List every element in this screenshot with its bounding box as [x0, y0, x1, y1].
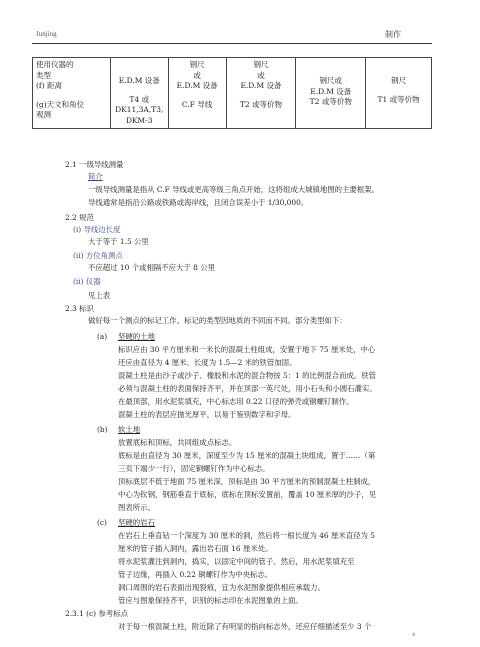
text-line: (c)	[97, 518, 107, 527]
table-cell-line: E.D.M 设备	[176, 81, 218, 90]
text-line: 管子边缘，再插入 0.22 铜螺钉作为中央标志。	[118, 570, 273, 579]
text-line: 还应由直径为 4 厘米、长度为 1.5—2 米的铁管加固。	[118, 358, 297, 367]
table-cell-line	[297, 68, 364, 76]
page-number: 4	[412, 632, 416, 638]
text-line: 2.3.1 (c) 参考标点	[65, 609, 128, 618]
text-line: 将水泥浆灌注到洞内，捣实，以固定中间的管子。然后，用水泥浆填充至	[118, 557, 355, 566]
header-left-text: Junjing	[36, 30, 57, 38]
text-line: 必须与混凝土柱的表面保持齐平，并在顶部一英尺处，用小石头和小圆石灌实。	[118, 384, 377, 393]
text-line: 管应与图象保持齐平，识别的标志印在水泥图象的上面。	[118, 596, 303, 605]
table-cell-line	[36, 92, 109, 100]
text-line: 标识应由 30 平方厘米和一米长的混凝土柱组成，安置于地下 75 厘米处，中心	[118, 345, 376, 354]
table-row	[33, 58, 432, 129]
text-line: 放置底标和顶标，共同组成点标志。	[118, 438, 237, 447]
table-cell	[296, 58, 366, 129]
table-cell-line: 使用仪器的	[36, 60, 74, 69]
table-cell	[366, 58, 432, 129]
text-line: 厘米的管子插入洞内，露出岩石面 16 厘米处。	[118, 544, 273, 553]
text-line: 2.2 规范	[65, 213, 94, 222]
table-cell-line	[367, 68, 430, 76]
table-cell-line	[367, 60, 430, 68]
text-line: 2.3 标识	[65, 304, 94, 313]
text-line: 图表所示。	[118, 503, 155, 512]
table-cell-line: 钢尺	[391, 76, 407, 85]
table-cell	[33, 58, 111, 129]
table-cell-line: 或	[193, 70, 201, 80]
text-line: 混凝土柱的表层应抛光厚平，以易于鉴别数字和字母。	[118, 410, 296, 419]
table-cell-line: T2 或等价物	[309, 97, 352, 106]
instrument-table	[32, 57, 432, 129]
table-cell-line: (f) 距离	[36, 81, 63, 90]
header-right-text: 制作	[385, 30, 401, 39]
text-line: (ii) 仪器	[73, 277, 101, 286]
table-cell-line: E.D.M 设备	[240, 81, 282, 90]
header-rule	[32, 43, 432, 44]
table-cell-line: E.D.M 设备	[118, 76, 160, 85]
text-line: 洞口周围的岩石表面出现裂痕，宜为水泥图象提供相应承载力。	[118, 583, 325, 592]
table-cell-line: T2 或等价物	[239, 99, 283, 109]
text-line: 软土地	[118, 425, 141, 434]
text-line: (ii) 方位角测点	[73, 251, 123, 260]
table-cell-line: 或	[257, 70, 265, 80]
table-cell-line: DKM-3	[125, 115, 153, 125]
table-cell-line: C.F 导线	[181, 99, 213, 109]
table-cell-line	[367, 87, 430, 95]
text-line: 在岩石上垂直钻一个深度为 30 厘米的洞，然后将一根长度为 46 厘米直径为 5	[118, 531, 375, 540]
table-cell-line: T4 或	[129, 94, 150, 104]
text-line: 做好每一个测点的标记工作。标记的类型因地质的不同而不同。部分类型如下：	[88, 316, 347, 325]
text-line: 一级导线测量是指从 C.F 导线或更高等级三角点开始，这将组成大城镇地图的主要框架。	[88, 185, 380, 194]
text-line: 坚硬的土地	[118, 332, 155, 341]
table-cell	[168, 58, 226, 129]
table-cell-line: T1 或等价物	[377, 94, 420, 104]
table-cell-line	[228, 92, 295, 100]
text-line: 简介	[88, 172, 103, 181]
text-line: 大于等于 1.5 公里	[88, 237, 149, 246]
table-cell-line: DK11,3A,T3,	[115, 105, 164, 114]
table-cell-line: 类型	[36, 70, 51, 80]
table-cell-line: 钢尺或	[319, 76, 343, 85]
table-cell-line: 钢尺	[253, 60, 269, 69]
table-cell-line	[112, 87, 167, 95]
text-line: 中心为钦钢，钢筋垂直于底标，底标在顶标安置前，覆盖 10 厘米厚的沙子，见	[118, 490, 376, 499]
text-line: 坚硬的岩石	[118, 518, 155, 527]
table-cell-line: 钢尺	[189, 60, 205, 69]
table-cell-line	[112, 68, 167, 76]
text-line: 对于每一根混凝土柱，附近除了有明显的指向标志外，还应仔细描述至少 3 个	[118, 622, 372, 631]
table-cell-line: 观测	[36, 110, 51, 119]
text-line: 在最顶部，用水泥浆填充，中心标志用 0.22 口径的弹壳或铜螺钉制作。	[118, 397, 354, 406]
text-line: 底标是由直径为 30 厘米，深度至少为 15 厘米的混凝土块组成，置于……（第	[118, 451, 376, 460]
text-line: (b)	[97, 425, 108, 434]
table-cell-line	[297, 60, 364, 68]
table-cell-line	[170, 92, 225, 100]
text-line: (i) 导线边长度	[73, 225, 121, 234]
table-cell-line	[112, 60, 167, 68]
text-line: 顶标底层不低于地面 75 厘米深，顶标是由 30 平方厘米的预制混凝土柱制成，	[118, 477, 376, 486]
text-line: 混凝土柱是由沙子或沙子、橡胶和水泥的混合物按 5：1 的比例混合而成。铁管	[118, 371, 376, 380]
table-cell-line: E.D.M 设备	[310, 86, 352, 96]
text-line: 不应超过 10 个或相隔不应大于 8 公里	[88, 263, 215, 272]
text-line: (a)	[97, 332, 108, 341]
text-line: 2.1 一级导线测量	[65, 160, 124, 169]
table-cell	[226, 58, 296, 129]
text-line: 见上表	[88, 291, 111, 300]
table-cell-line: (g)天文和角位	[36, 99, 85, 109]
table-cell	[110, 58, 168, 129]
text-line: 三页下端少一行），固定铜螺钉作为中心标志。	[118, 464, 270, 473]
text-line: 导线通常是指沿公路或铁路或海岸线，且闭合误差小于 1/30,000。	[88, 198, 309, 207]
